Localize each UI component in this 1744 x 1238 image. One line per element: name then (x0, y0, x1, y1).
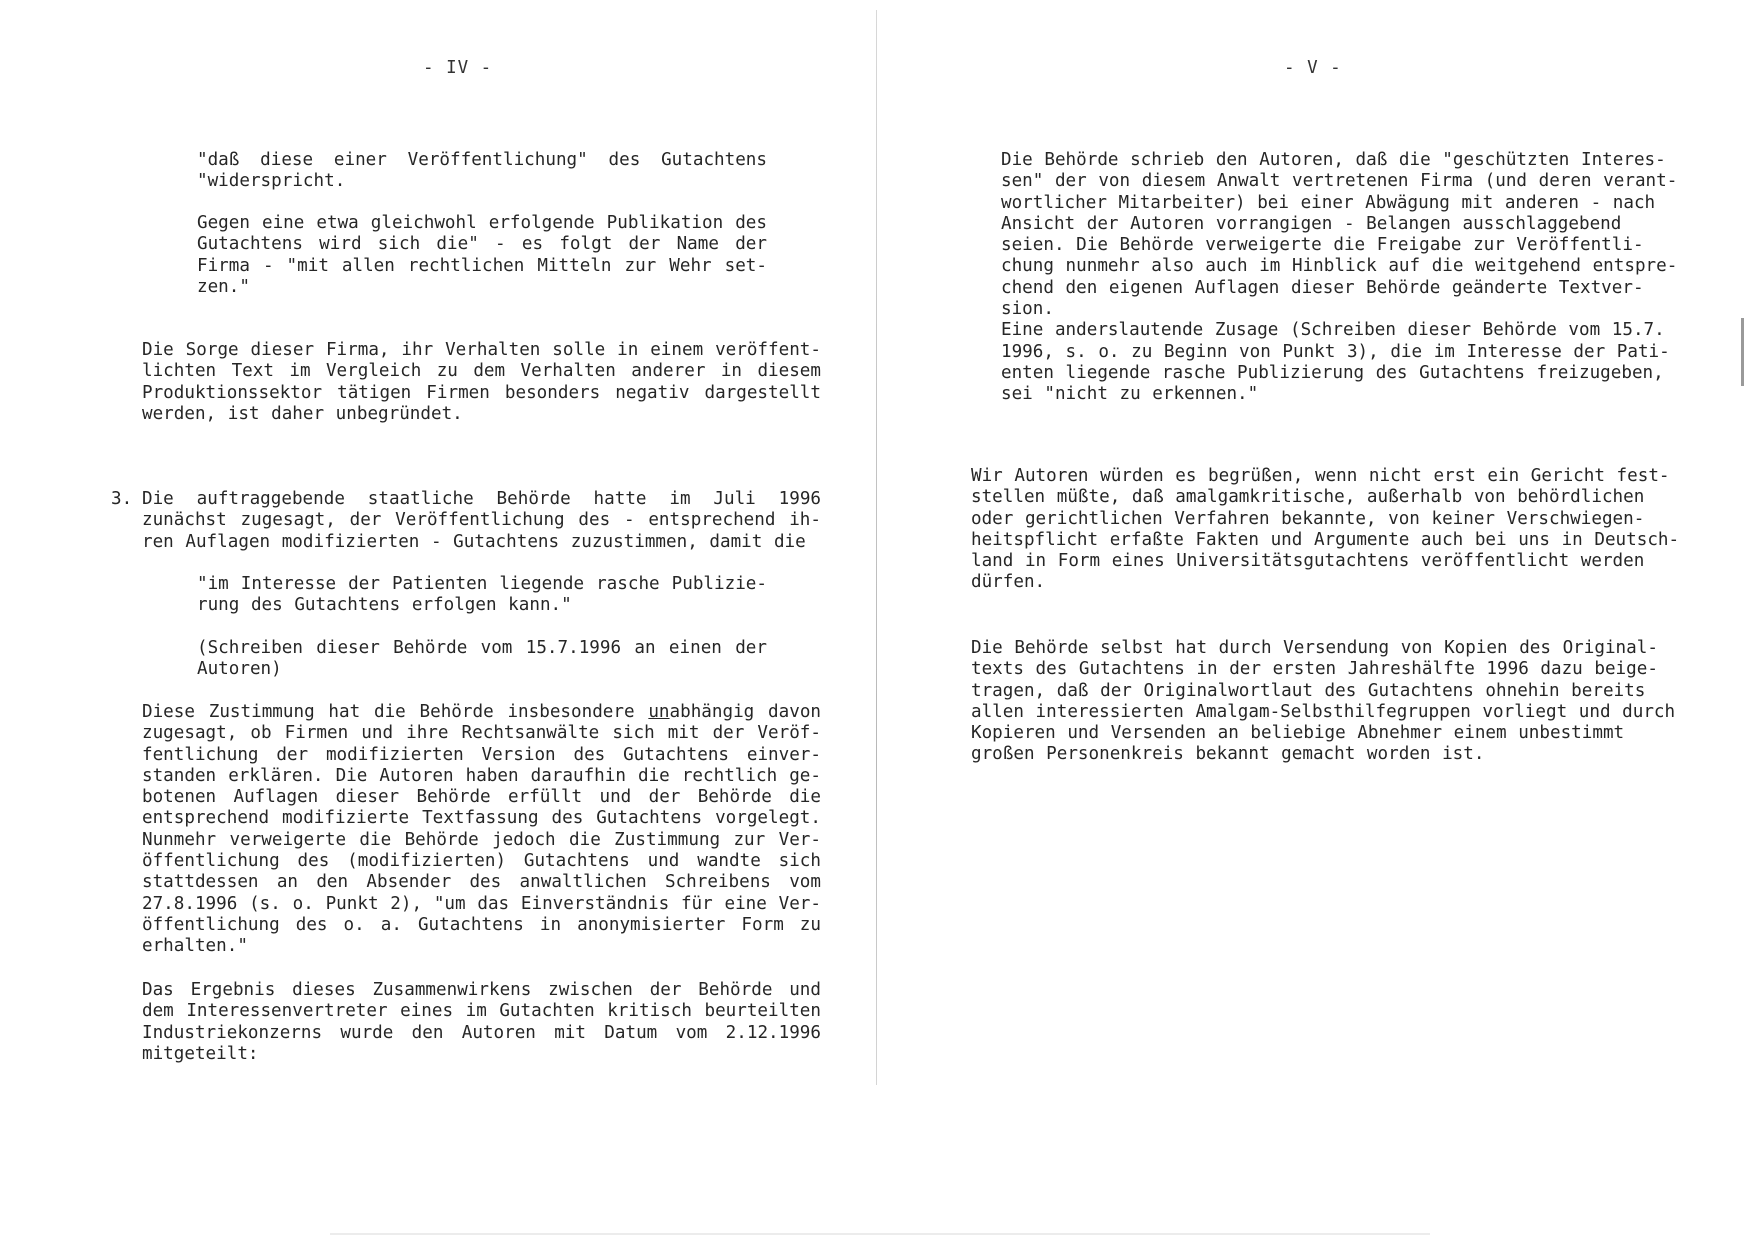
text-line: wortlicher Mitarbeiter) bei einer Abwägung mit anderen - nach (1001, 192, 1656, 213)
text-line: land in Form eines Universitätsgutachtens veröffentlicht werden (971, 551, 1645, 572)
text-line: zugesagt, ob Firmen und ihre Rechtsanwälte sich mit der Veröf- (142, 723, 821, 744)
text-line: ren Auflagen modifizierten - Gutachtens zuzustimmen, damit die (142, 531, 806, 552)
text-line: Gegen eine etwa gleichwohl erfolgende Publikation des (197, 213, 767, 233)
text-line: dürfen. (971, 572, 1046, 593)
text-line: öffentlichung des (modifizierten) Gutachtens und wandte sich (142, 851, 821, 872)
text-line: Nunmehr verweigerte die Behörde jedoch die Zustimmung zur Ver- (142, 829, 821, 850)
paragraph (971, 466, 1680, 594)
list-item-number: 3. (111, 489, 133, 509)
text-line: Die auftraggebende staatliche Behörde hatte im Juli 1996 (142, 489, 821, 509)
text-line (142, 702, 821, 723)
text-line: mitgeteilt: (142, 1043, 259, 1064)
paragraph (971, 638, 1676, 766)
text-line: Die Behörde schrieb den Autoren, daß die "geschützten Interes- (1001, 150, 1666, 170)
text-line: 1996, s. o. zu Beginn von Punkt 3), die im Interesse der Pati- (1001, 341, 1670, 362)
text-line: texts des Gutachtens in der ersten Jahreshälfte 1996 dazu beige- (971, 659, 1658, 680)
text-fragment: Diese Zustimmung hat die Behörde insbesondere (142, 702, 649, 722)
text-line: Ansicht der Autoren vorrangigen - Belangen ausschlaggebend (1001, 213, 1622, 234)
text-line: entsprechend modifizierte Textfassung des Gutachtens vorgelegt. (142, 808, 821, 829)
text-line: lichten Text im Vergleich zu dem Verhalten anderer in diesem (142, 361, 821, 382)
text-line: Das Ergebnis dieses Zusammenwirkens zwischen der Behörde und (142, 980, 821, 1000)
text-fragment: abhängig davon (669, 702, 822, 722)
text-line: allen interessierten Amalgam-Selbsthilfegruppen vorliegt und durch (971, 701, 1676, 722)
underlined-text: un (648, 702, 670, 722)
text-line: "daß diese einer Veröffentlichung" des Gutachtens (197, 150, 767, 170)
quote-block (197, 574, 767, 617)
text-line: 27.8.1996 (s. o. Punkt 2), "um das Einverständnis für eine Ver- (142, 893, 821, 914)
text-line: chung nunmehr also auch im Hinblick auf die weitgehend entspre- (1001, 256, 1678, 277)
text-line: oder gerichtlichen Verfahren bekannte, von keiner Verschwiegen- (971, 508, 1645, 529)
text-line: öffentlichung des o. a. Gutachtens in anonymisierter Form zu (142, 914, 821, 935)
paragraph (142, 702, 821, 958)
text-line: fentlichung der modifizierten Version des Gutachtens einver- (142, 744, 821, 765)
text-line: rung des Gutachtens erfolgen kann." (197, 595, 572, 616)
text-line: "im Interesse der Patienten liegende rasche Publizie- (197, 574, 767, 594)
page-number: - IV - (423, 58, 493, 78)
quote-block (197, 213, 767, 298)
text-line: enten liegende rasche Publizierung des Gutachtens freizugeben, (1001, 362, 1664, 383)
text-line: "widerspricht. (197, 171, 346, 192)
text-line: werden, ist daher unbegründet. (142, 403, 463, 424)
quote-block (197, 150, 767, 193)
text-line: sion. (1001, 299, 1054, 320)
right-page (872, 0, 1744, 1238)
text-line: Eine anderslautende Zusage (Schreiben dieser Behörde vom 15.7. (1001, 320, 1665, 341)
text-line: heitspflicht erfaßte Fakten und Argumente auch bei uns in Deutsch- (971, 529, 1680, 550)
text-line: Die Behörde selbst hat durch Versendung von Kopien des Original- (971, 638, 1658, 658)
paragraph (142, 980, 821, 1065)
text-line: großen Personenkreis bekannt gemacht worden ist. (971, 744, 1485, 765)
text-line: Gutachtens wird sich die" - es folgt der Name der (197, 234, 767, 255)
paragraph (142, 340, 821, 425)
text-line: Produktionssektor tätigen Firmen besonders negativ dargestellt (142, 382, 821, 403)
text-line: zunächst zugesagt, der Veröffentlichung des - entsprechend ih- (142, 510, 821, 531)
text-line: erhalten." (142, 936, 248, 957)
paragraph (1001, 150, 1678, 406)
text-line: sei "nicht zu erkennen." (1001, 384, 1259, 405)
text-line: stattdessen an den Absender des anwaltlichen Schreibens vom (142, 872, 821, 893)
text-line: tragen, daß der Originalwortlaut des Gutachtens ohnehin bereits (971, 680, 1646, 701)
text-line: Industriekonzerns wurde den Autoren mit Datum vom 2.12.1996 (142, 1022, 821, 1043)
text-line: Wir Autoren würden es begrüßen, wenn nicht erst ein Gericht fest- (971, 466, 1670, 486)
text-line: botenen Auflagen dieser Behörde erfüllt und der Behörde die (142, 787, 821, 808)
page-number: - V - (1284, 58, 1342, 78)
text-line: Die Sorge dieser Firma, ihr Verhalten solle in einem veröffent- (142, 340, 821, 360)
scan-shadow (330, 1233, 1430, 1235)
text-line: Firma - "mit allen rechtlichen Mitteln zur Wehr set- (197, 255, 767, 276)
text-line: seien. Die Behörde verweigerte die Freigabe zur Veröffentli- (1001, 235, 1644, 256)
text-line: standen erklären. Die Autoren haben daraufhin die rechtlich ge- (142, 765, 821, 786)
text-line: chend den eigenen Auflagen dieser Behörde geänderte Textver- (1001, 277, 1644, 298)
text-line: Autoren) (197, 659, 282, 680)
list-item-text (142, 489, 821, 553)
citation-block (197, 638, 767, 681)
text-line: stellen müßte, daß amalgamkritische, außerhalb von behördlichen (971, 487, 1645, 508)
text-line: (Schreiben dieser Behörde vom 15.7.1996 an einen der (197, 638, 767, 658)
text-line: Kopieren und Versenden an beliebige Abnehmer einem unbestimmt (971, 723, 1625, 744)
text-line: sen" der von diesem Anwalt vertretenen Firma (und deren verant- (1001, 171, 1678, 192)
text-line: dem Interessenvertreter eines im Gutachten kritisch beurteilten (142, 1001, 821, 1022)
text-line: zen." (197, 276, 250, 297)
